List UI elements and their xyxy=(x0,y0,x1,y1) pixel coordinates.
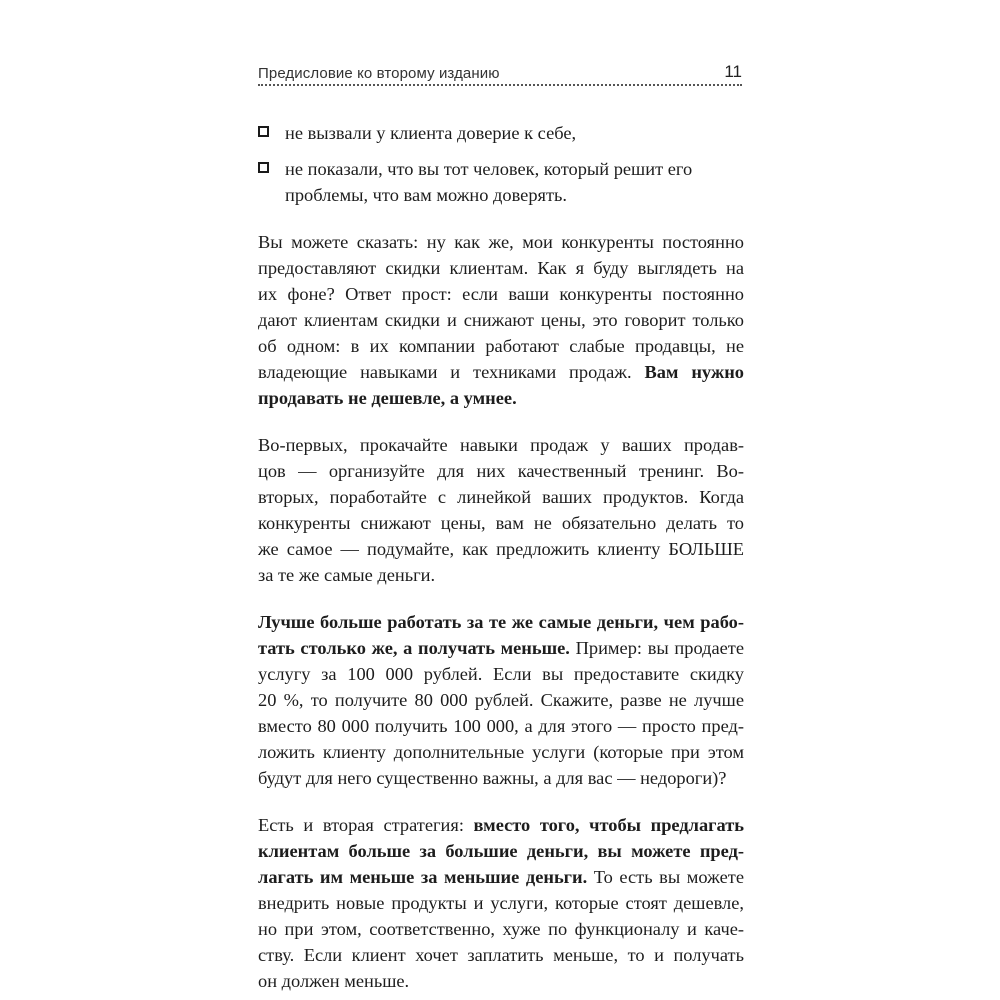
bullet-text xyxy=(285,120,744,146)
text-run: будут для него существенно важны, а для вас — недороги)? xyxy=(258,768,727,788)
text-line xyxy=(258,812,744,838)
bold-text: тать столько же, а получать меньше. xyxy=(258,638,570,658)
text-line xyxy=(258,864,744,890)
text-line xyxy=(258,713,744,739)
text-line: проблемы, что вам можно доверять. xyxy=(285,185,568,205)
dotted-rule xyxy=(258,84,742,86)
text-run: 20 %, то получите 80 000 рублей. Скажите, разве не лучше xyxy=(258,690,744,710)
paragraph xyxy=(258,609,744,791)
text-line xyxy=(258,890,744,916)
paragraph xyxy=(258,229,744,411)
running-head xyxy=(258,56,742,82)
bullet-item xyxy=(258,156,744,208)
text-run: их фоне? Ответ прост: если ваши конкуренты постоянно xyxy=(258,284,744,304)
page-number: 11 xyxy=(724,62,742,81)
checkbox-bullet-icon xyxy=(258,162,269,173)
text-run: об одном: в их компании работают слабые продавцы, не xyxy=(258,336,744,356)
bullet-item xyxy=(258,120,744,146)
text-line xyxy=(258,838,744,864)
text-line xyxy=(258,229,744,255)
text-run: Во-первых, прокачайте навыки продаж у ваших продав- xyxy=(258,435,744,455)
bold-text: лагать им меньше за меньшие деньги. xyxy=(258,867,588,887)
text-run: услугу за 100 000 рублей. Если вы предоставите скидку xyxy=(258,664,744,684)
text-run: дают клиентам скидки и снижают цены, это говорит только xyxy=(258,310,744,330)
text-line xyxy=(258,432,744,458)
text-line xyxy=(258,609,744,635)
bold-text: вместо того, чтобы предлагать xyxy=(473,815,744,835)
paragraph xyxy=(258,432,744,588)
text-line xyxy=(258,916,744,942)
text-line xyxy=(258,510,744,536)
text-run: Есть и вторая стратегия: xyxy=(258,815,474,835)
text-run: но при этом, соответственно, хуже по функционалу и каче- xyxy=(258,919,744,939)
text-line xyxy=(258,255,744,281)
text-line: не показали, что вы тот человек, который решит его xyxy=(285,159,693,179)
text-run: внедрить новые продукты и услуги, которые стоят дешевле, xyxy=(258,893,744,913)
text-line xyxy=(258,942,744,968)
text-run: предоставляют скидки клиентам. Как я буду выглядеть на xyxy=(258,258,744,278)
text-line xyxy=(258,281,744,307)
text-line xyxy=(258,385,744,411)
text-line xyxy=(258,307,744,333)
text-run: ложить клиенту дополнительные услуги (которые при этом xyxy=(258,742,744,762)
text-run: То есть вы можете xyxy=(587,867,744,887)
text-run: вторых, поработайте с линейкой ваших продуктов. Когда xyxy=(258,487,744,507)
text-run: владеющие навыками и техниками продаж. xyxy=(258,362,645,382)
text-run: конкуренты снижают цены, вам не обязательно делать то xyxy=(258,513,744,533)
text-line xyxy=(258,484,744,510)
body-text xyxy=(258,120,744,994)
text-line xyxy=(258,661,744,687)
text-run: Пример: вы продаете xyxy=(569,638,744,658)
paragraph xyxy=(258,812,744,994)
bold-text: Лучше больше работать за те же самые деньги, чем рабо- xyxy=(258,612,744,632)
text-run: вместо 80 000 получить 100 000, а для этого — просто пред- xyxy=(258,716,744,736)
text-run: же самое — подумайте, как предложить клиенту БОЛЬШЕ xyxy=(258,539,744,559)
text-line xyxy=(258,333,744,359)
text-line xyxy=(258,739,744,765)
text-run: за те же самые деньги. xyxy=(258,565,436,585)
bold-text: клиентам больше за большие деньги, вы можете пред- xyxy=(258,841,744,861)
running-title: Предисловие ко второму изданию xyxy=(258,65,500,82)
text-line xyxy=(258,968,744,994)
text-line xyxy=(258,458,744,484)
text-line xyxy=(258,562,744,588)
bullet-text xyxy=(285,156,744,208)
text-line xyxy=(258,536,744,562)
bold-text: Вам нужно xyxy=(644,362,744,382)
text-run: он должен меньше. xyxy=(258,971,410,991)
text-line xyxy=(258,359,744,385)
bold-text: продавать не дешевле, а умнее. xyxy=(258,388,517,408)
text-line xyxy=(258,687,744,713)
text-line xyxy=(258,765,744,791)
checkbox-bullet-icon xyxy=(258,126,269,137)
text-line: не вызвали у клиента доверие к себе, xyxy=(285,123,577,143)
text-run: цов — организуйте для них качественный тренинг. Во- xyxy=(258,461,744,481)
text-line xyxy=(258,635,744,661)
text-run: ству. Если клиент хочет заплатить меньше, то и получать xyxy=(258,945,744,965)
text-run: Вы можете сказать: ну как же, мои конкуренты постоянно xyxy=(258,232,744,252)
